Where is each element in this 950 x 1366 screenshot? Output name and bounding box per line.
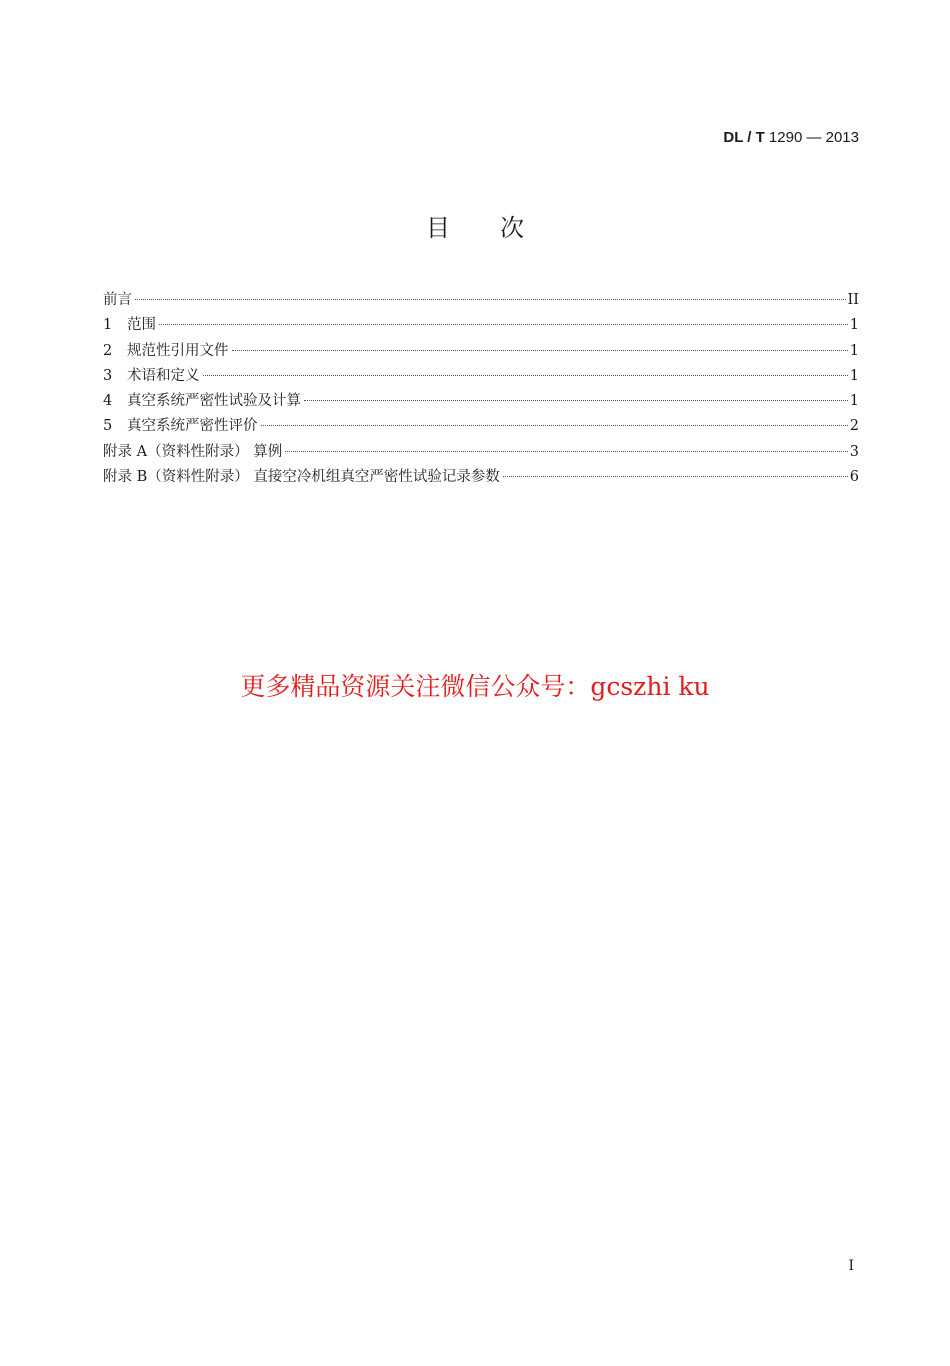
toc-entry-label: 真空系统严密性评价 (127, 418, 258, 435)
toc-entry-preface[interactable] (103, 290, 859, 315)
toc-page-number: 6 (849, 469, 859, 486)
toc-page-number: 3 (849, 443, 859, 460)
toc-entry-appendix-b[interactable] (103, 467, 859, 492)
toc-leader-dots (304, 400, 848, 401)
toc-entry-number: 4 (103, 393, 113, 410)
standard-number: 1290 — 2013 (768, 129, 859, 146)
standard-code (723, 129, 859, 146)
toc-page-number: 2 (849, 418, 859, 435)
toc-entry-label: 真空系统严密性试验及计算 (127, 393, 301, 410)
toc-entry-label: 范围 (127, 317, 156, 334)
toc-leader-dots (503, 476, 848, 477)
toc-entry-label: 附录 A（资料性附录） 算例 (103, 443, 283, 460)
toc-entry-label: 术语和定义 (127, 367, 200, 384)
toc-page-number: 1 (849, 342, 859, 359)
table-of-contents (103, 290, 859, 492)
page-number: I (848, 1258, 854, 1274)
toc-entry-normative-references[interactable] (103, 341, 859, 366)
page-title: 目次 (426, 214, 574, 242)
toc-leader-dots (285, 451, 848, 452)
toc-entry-number: 3 (103, 367, 113, 384)
toc-leader-dots (261, 425, 848, 426)
toc-entry-number: 1 (103, 317, 113, 334)
toc-page-number: 1 (849, 367, 859, 384)
toc-entry-tightness-test[interactable] (103, 391, 859, 416)
toc-page-number: 1 (849, 393, 859, 410)
toc-entry-label: 规范性引用文件 (127, 342, 229, 359)
toc-entry-number: 2 (103, 342, 113, 359)
toc-leader-dots (135, 299, 846, 300)
toc-entry-label: 附录 B（资料性附录） 直接空冷机组真空严密性试验记录参数 (103, 469, 500, 486)
toc-page-number: II (847, 292, 859, 308)
watermark-text: 更多精品资源关注微信公众号：gcszhi ku (240, 672, 710, 701)
toc-entry-tightness-evaluation[interactable] (103, 416, 859, 441)
standard-id: DL / T (723, 129, 765, 146)
toc-leader-dots (203, 375, 848, 376)
toc-entry-appendix-a[interactable] (103, 442, 859, 467)
toc-page-number: 1 (849, 317, 859, 334)
toc-leader-dots (232, 350, 848, 351)
toc-entry-number: 5 (103, 418, 113, 435)
toc-entry-scope[interactable] (103, 315, 859, 340)
toc-entry-label: 前言 (103, 292, 132, 308)
toc-entry-terms-definitions[interactable] (103, 366, 859, 391)
toc-leader-dots (159, 324, 848, 325)
